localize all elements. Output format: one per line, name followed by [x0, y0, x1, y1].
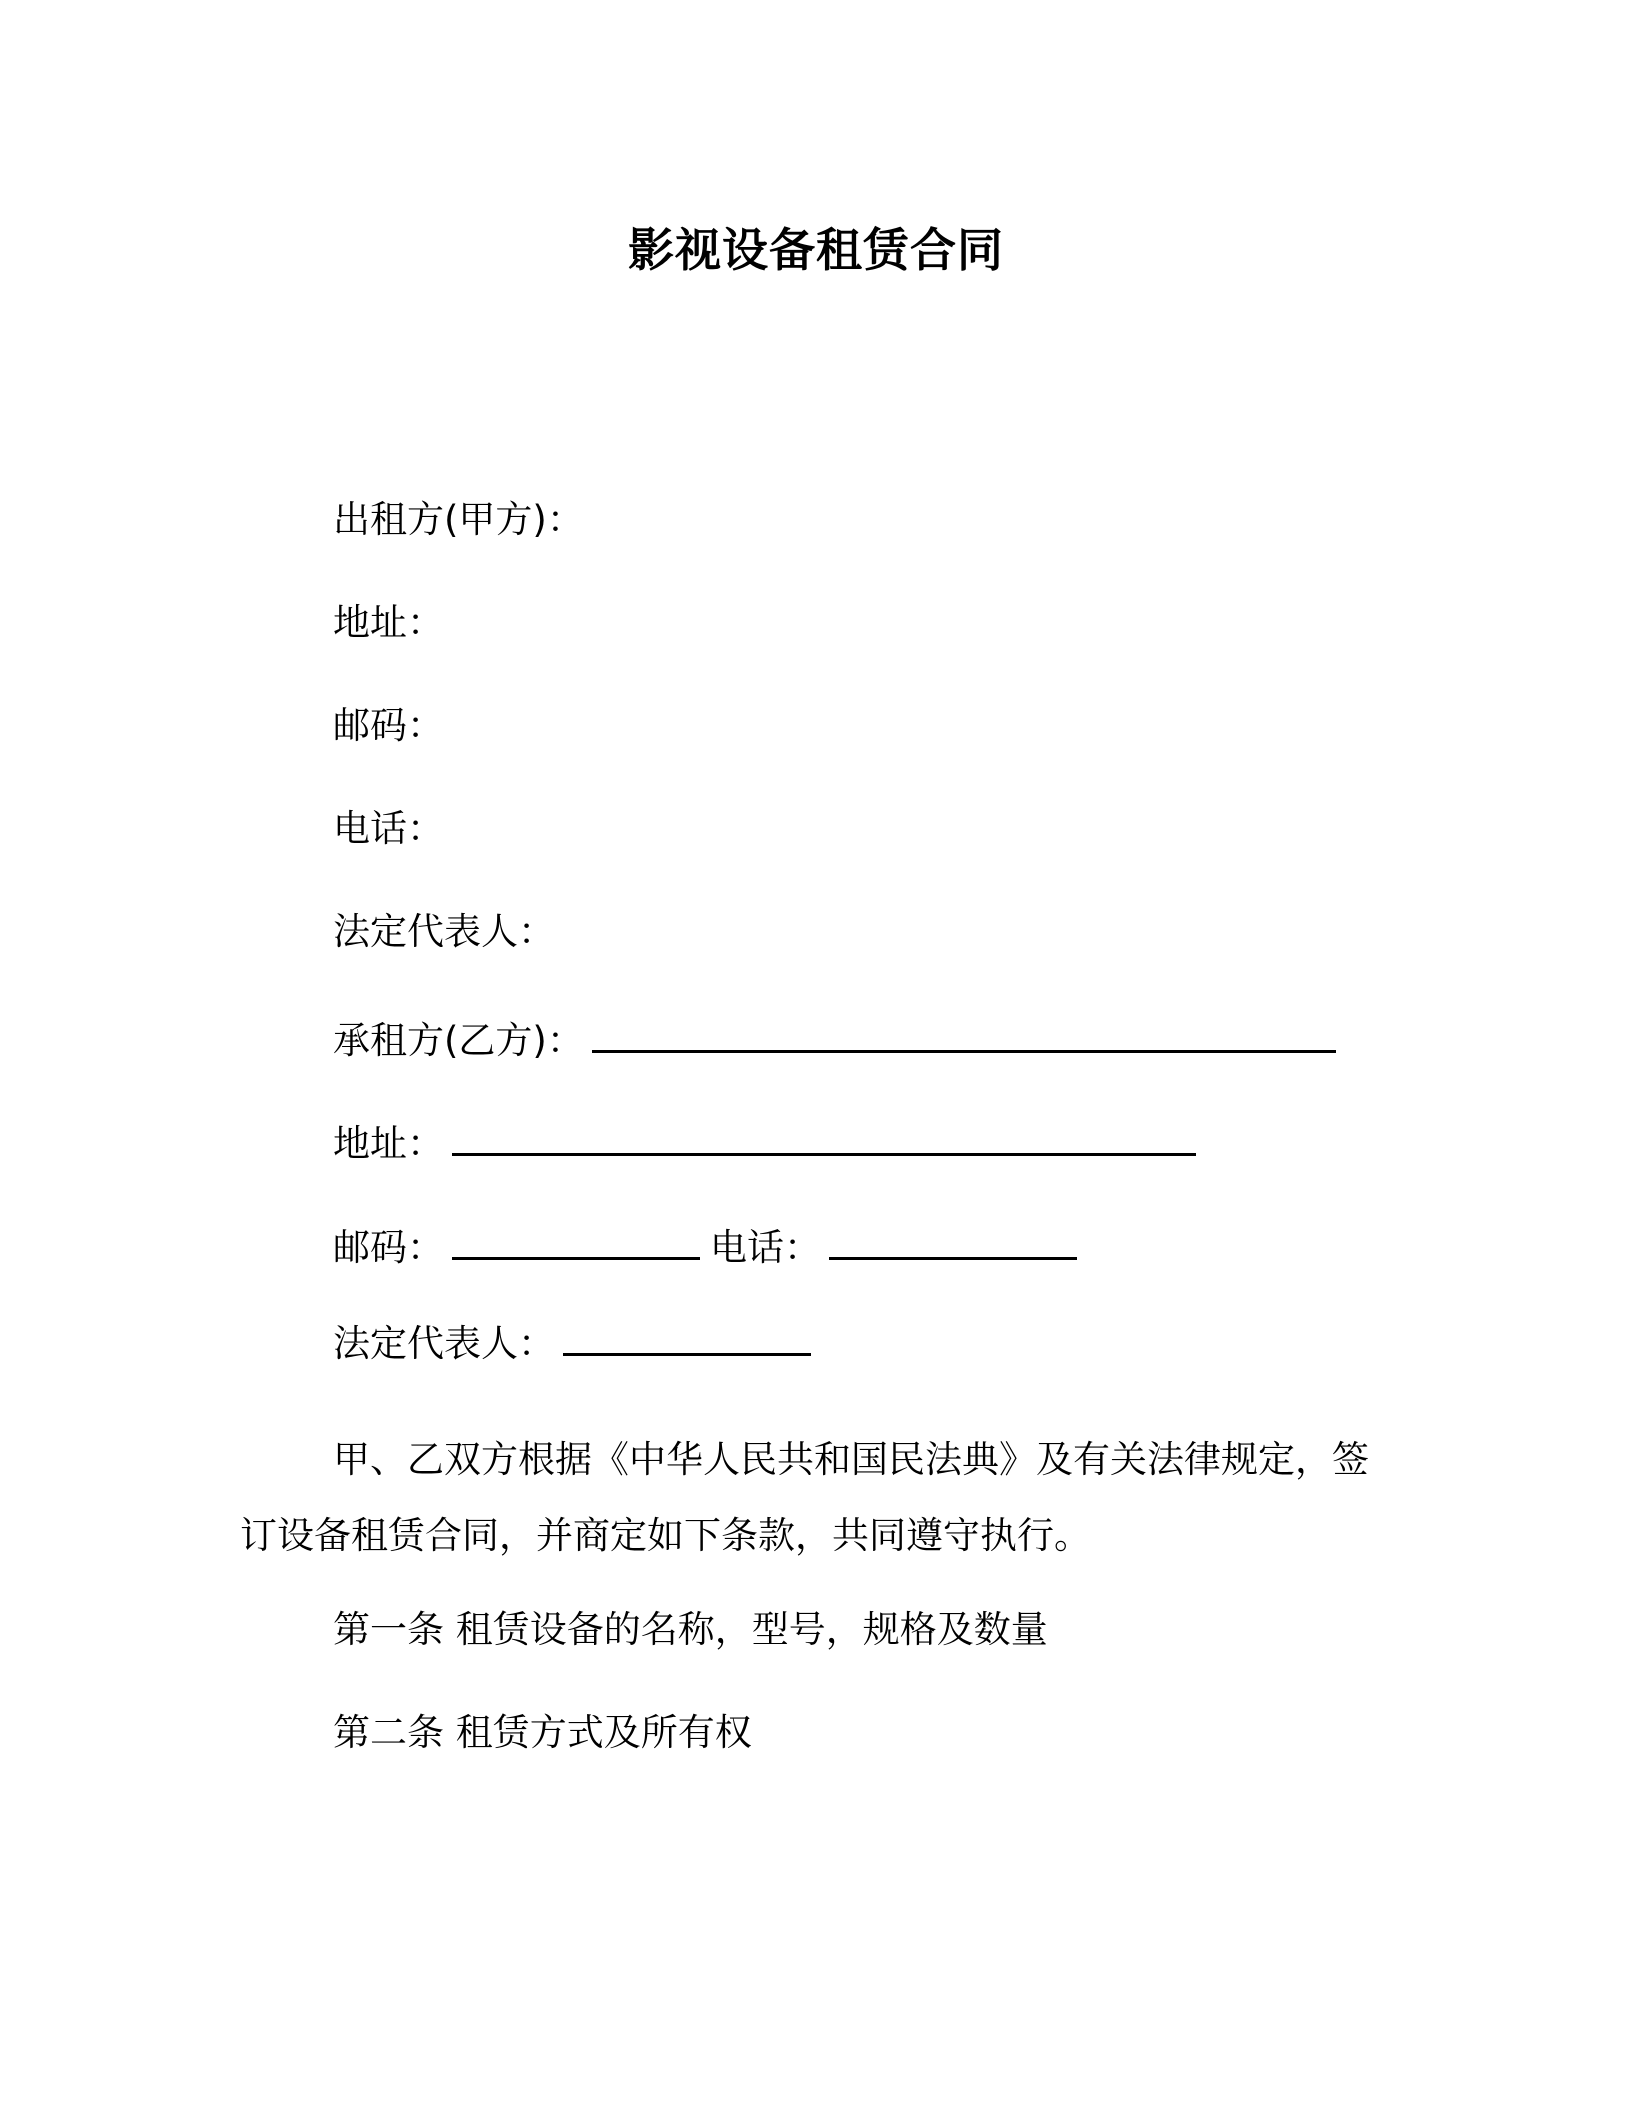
party-a-legal-rep-line — [333, 906, 555, 958]
party-a-postcode-label: 邮码： — [333, 704, 444, 747]
article-1 — [333, 1604, 1048, 1656]
document-title: 影视设备租赁合同 — [628, 223, 1004, 277]
party-a-line — [333, 494, 584, 546]
party-b-postcode-label: 邮码： — [333, 1226, 444, 1269]
party-b-address-blank[interactable] — [452, 1119, 1196, 1156]
article-2-number: 第二条 — [333, 1711, 444, 1754]
party-b-legal-rep-label: 法定代表人： — [333, 1322, 555, 1365]
party-b-legal-rep-blank[interactable] — [563, 1319, 811, 1356]
article-2-title: 租赁方式及所有权 — [455, 1711, 752, 1754]
party-b-line — [333, 1015, 1336, 1067]
article-1-title: 租赁设备的名称，型号，规格及数量 — [455, 1608, 1048, 1651]
party-a-address-line — [333, 597, 444, 649]
party-b-phone-blank[interactable] — [829, 1223, 1077, 1260]
party-b-address-label: 地址： — [333, 1122, 444, 1165]
party-a-postcode-line — [333, 700, 444, 752]
article-2 — [333, 1707, 752, 1759]
party-b-phone-label: 电话： — [710, 1226, 821, 1269]
party-b-address-line — [333, 1118, 1196, 1170]
party-b-postcode-blank[interactable] — [452, 1223, 700, 1260]
article-1-number: 第一条 — [333, 1608, 444, 1651]
party-a-label: 出租方(甲方)： — [333, 498, 584, 541]
party-a-legal-rep-label: 法定代表人： — [333, 910, 555, 953]
party-b-label: 承租方(乙方)： — [333, 1019, 584, 1062]
preamble-paragraph: 甲、乙双方根据《中华人民共和国民法典》及有关法律规定，签订设备租赁合同，并商定如下条款，共同遵守执行。 — [240, 1438, 1369, 1557]
party-b-postcode-phone-line — [333, 1222, 1077, 1274]
party-a-phone-label: 电话： — [333, 807, 444, 850]
party-b-name-blank[interactable] — [592, 1016, 1336, 1053]
party-a-address-label: 地址： — [333, 601, 444, 644]
party-a-phone-line — [333, 803, 444, 855]
party-b-legal-rep-line — [333, 1318, 811, 1370]
